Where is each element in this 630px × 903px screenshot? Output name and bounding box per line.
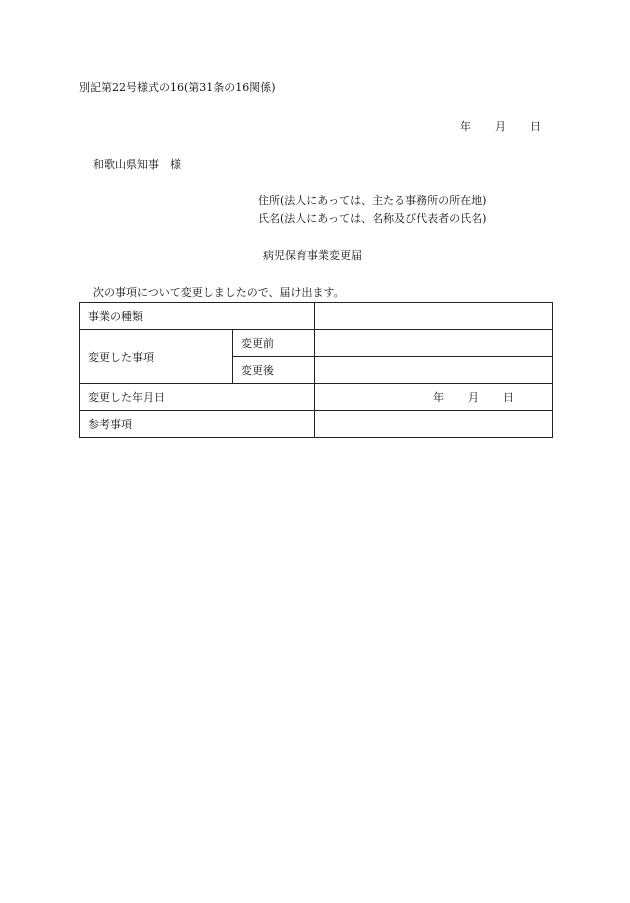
notes-field[interactable] — [315, 411, 553, 438]
table-row-notes — [80, 411, 553, 438]
change-form-table — [79, 302, 553, 438]
after-label: 変更後 — [233, 357, 315, 384]
before-label: 変更前 — [233, 330, 315, 357]
business-type-label: 事業の種類 — [80, 303, 315, 330]
changed-item-label: 変更した事項 — [80, 330, 233, 384]
document-title: 病児保育事業変更届 — [263, 249, 362, 262]
table-row-change-date — [80, 384, 553, 411]
business-type-field[interactable] — [315, 303, 553, 330]
table-row-before — [80, 330, 553, 357]
intro-text: 次の事項について変更しましたので、届け出ます。 — [93, 286, 345, 299]
date-month-label: 月 — [495, 120, 506, 133]
name-label: 氏名(法人にあっては、名称及び代表者の氏名) — [258, 212, 487, 225]
address-label: 住所(法人にあっては、主たる事務所の所在地) — [258, 194, 487, 207]
change-date-year: 年 — [433, 391, 444, 404]
change-date-label: 変更した年月日 — [80, 384, 315, 411]
change-date-day: 日 — [503, 391, 514, 404]
date-year-label: 年 — [460, 120, 471, 133]
notes-label: 参考事項 — [80, 411, 315, 438]
date-day-label: 日 — [530, 120, 541, 133]
change-date-field[interactable] — [315, 384, 553, 411]
change-date-month: 月 — [468, 391, 479, 404]
addressee: 和歌山県知事 様 — [93, 158, 181, 171]
form-number: 別記第22号様式の16(第31条の16関係) — [79, 81, 276, 94]
before-field[interactable] — [315, 330, 553, 357]
after-field[interactable] — [315, 357, 553, 384]
table-row-business-type — [80, 303, 553, 330]
submission-date — [460, 120, 541, 134]
